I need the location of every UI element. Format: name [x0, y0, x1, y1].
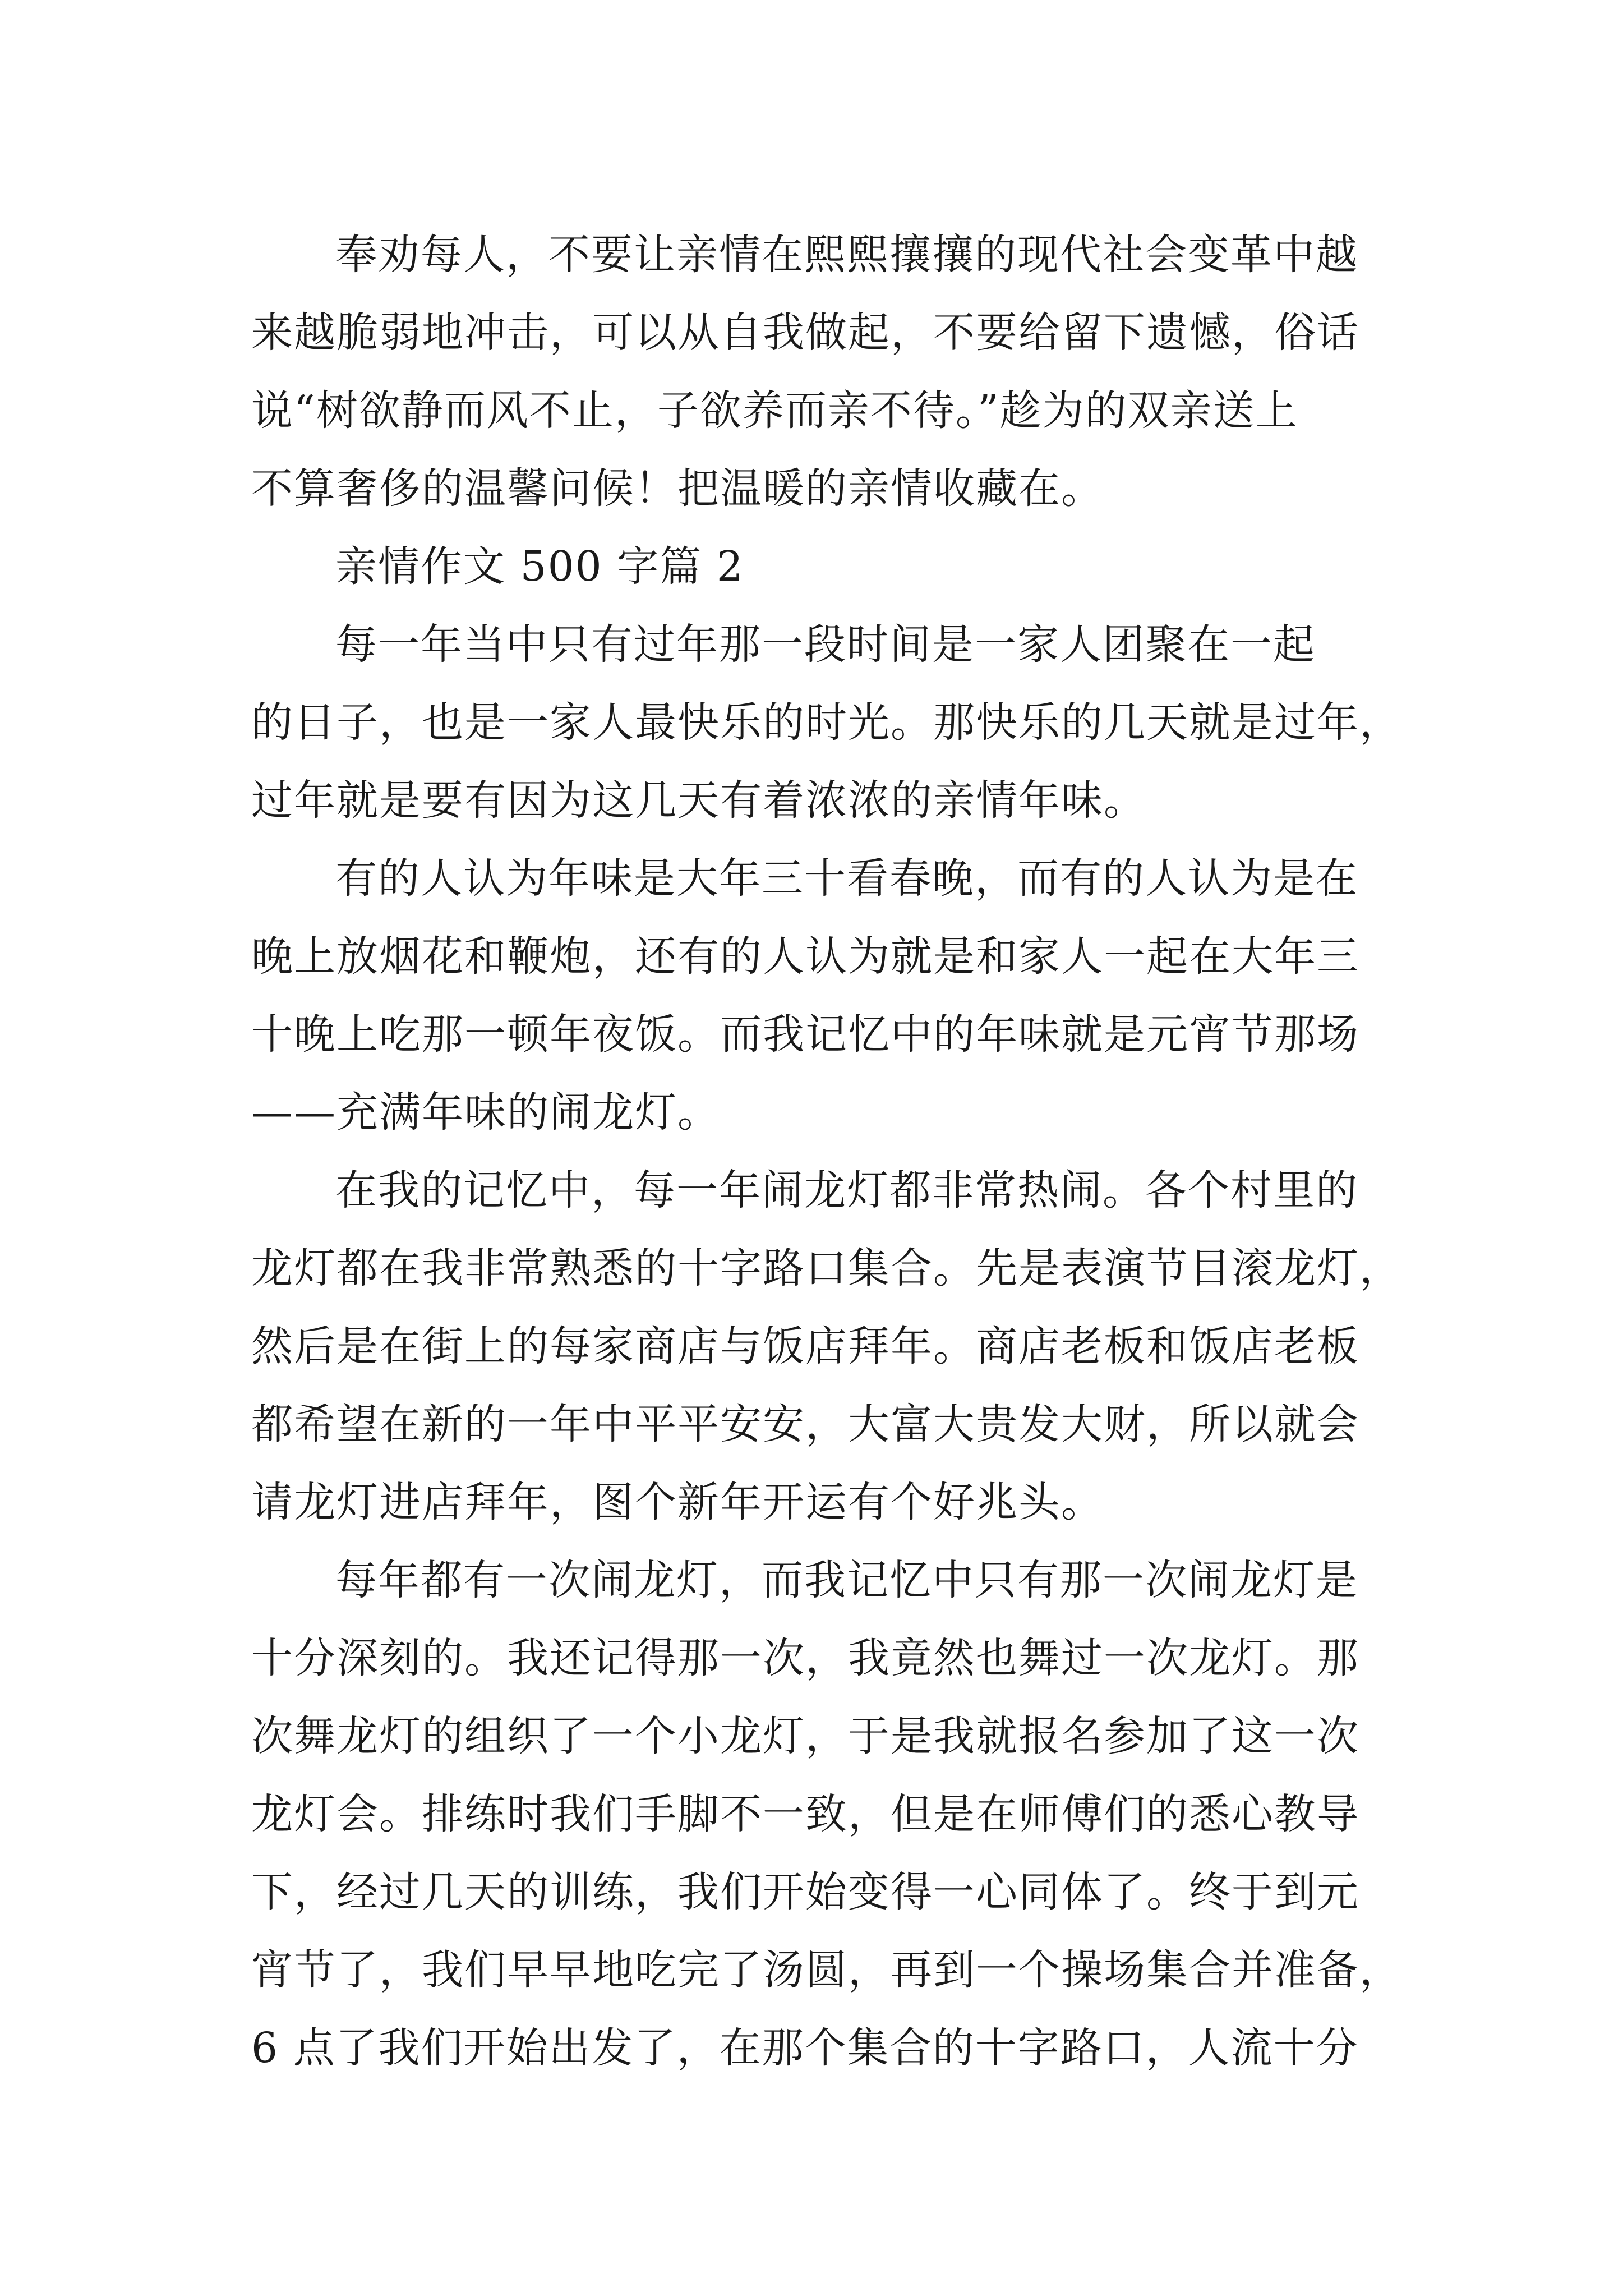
- text-line: 然后是在街上的每家商店与饭店拜年。商店老板和饭店老板: [251, 1322, 1359, 1370]
- text-line: 每年都有一次闹龙灯，而我记忆中只有那一次闹龙灯是: [335, 1556, 1358, 1604]
- text-line: 请龙灯进店拜年，图个新年开运有个好兆头。: [251, 1478, 1104, 1526]
- text-line: 都希望在新的一年中平平安安，大富大贵发大财，所以就会: [251, 1400, 1359, 1448]
- text-line: 有的人认为年味是大年三十看春晚，而有的人认为是在: [335, 854, 1358, 903]
- text-line: 十晚上吃那一顿年夜饭。而我记忆中的年味就是元宵节那场: [251, 1010, 1359, 1059]
- text-line: 晚上放烟花和鞭炮，还有的人认为就是和家人一起在大年三: [251, 932, 1359, 981]
- text-line: 不算奢侈的温馨问候！把温暖的亲情收藏在。: [251, 464, 1104, 513]
- body-text: [251, 216, 1402, 2087]
- text-line: 奉劝每人，不要让亲情在熙熙攘攘的现代社会变革中越: [335, 231, 1358, 279]
- text-line: 十分深刻的。我还记得那一次，我竟然也舞过一次龙灯。那: [251, 1634, 1359, 1682]
- section-heading: 亲情作文 500 字篇 2: [335, 542, 744, 591]
- text-line: 龙灯都在我非常熟悉的十字路口集合。先是表演节目滚龙灯，: [251, 1244, 1402, 1292]
- text-line: 龙灯会。排练时我们手脚不一致，但是在师傅们的悉心教导: [251, 1790, 1359, 1838]
- text-line: 下，经过几天的训练，我们开始变得一心同体了。终于到元: [251, 1868, 1359, 1916]
- text-line: 的日子，也是一家人最快乐的时光。那快乐的几天就是过年，: [251, 698, 1402, 747]
- text-line: 宵节了，我们早早地吃完了汤圆，再到一个操场集合并准备，: [251, 1946, 1402, 1994]
- text-line: ——充满年味的闹龙灯。: [251, 1088, 720, 1137]
- text-line: 次舞龙灯的组织了一个小龙灯，于是我就报名参加了这一次: [251, 1712, 1359, 1760]
- text-line: 每一年当中只有过年那一段时间是一家人团聚在一起: [335, 620, 1316, 669]
- text-line: 来越脆弱地冲击，可以从自我做起，不要给留下遗憾，俗话: [251, 309, 1359, 357]
- text-line: 6 点了我们开始出发了，在那个集合的十字路口，人流十分: [251, 2024, 1359, 2072]
- text-line: 说“树欲静而风不止，子欲养而亲不待。”趁为的双亲送上: [251, 386, 1298, 435]
- text-line: 过年就是要有因为这几天有着浓浓的亲情年味。: [251, 776, 1146, 825]
- text-line: 在我的记忆中，每一年闹龙灯都非常热闹。各个村里的: [335, 1166, 1358, 1214]
